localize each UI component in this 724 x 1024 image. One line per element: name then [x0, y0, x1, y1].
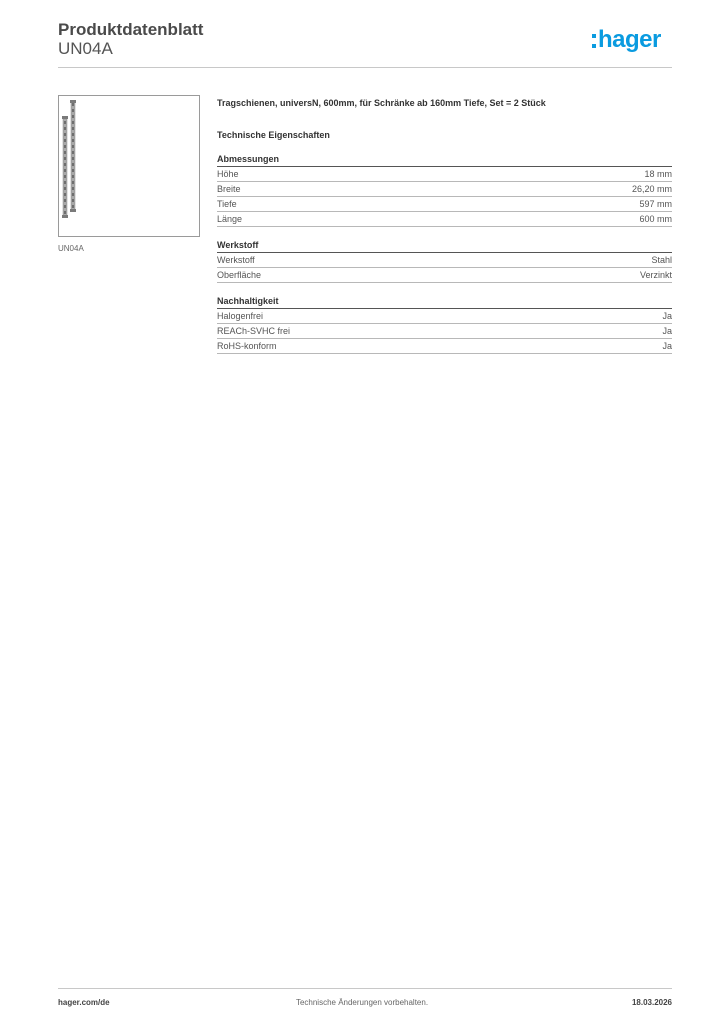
logo-wordmark: hager [598, 26, 661, 53]
product-image [58, 95, 200, 237]
table-row [217, 167, 672, 182]
row-value: Ja [662, 311, 672, 321]
section-dimensions [217, 153, 672, 227]
product-details [217, 97, 672, 354]
table-row [217, 309, 672, 324]
row-value: Ja [662, 341, 672, 351]
footer-website-link[interactable]: hager.com/de [58, 998, 110, 1007]
row-label: Höhe [217, 169, 239, 179]
section-title: Nachhaltigkeit [217, 295, 672, 309]
table-row [217, 268, 672, 283]
article-number: UN04A [58, 39, 113, 58]
header-divider [58, 67, 672, 68]
logo-dots-icon [592, 34, 596, 48]
row-value: Ja [662, 326, 672, 336]
section-material [217, 239, 672, 283]
section-sustainability [217, 295, 672, 354]
row-label: Tiefe [217, 199, 237, 209]
row-label: REACh-SVHC frei [217, 326, 291, 336]
row-label: Halogenfrei [217, 311, 264, 321]
table-row [217, 212, 672, 227]
table-row [217, 182, 672, 197]
footer-date: 18.03.2026 [631, 998, 672, 1007]
row-label: Oberfläche [217, 270, 262, 280]
row-label: Breite [217, 184, 241, 194]
technical-properties-heading: Technische Eigenschaften [217, 130, 330, 140]
row-value: 600 mm [639, 214, 672, 224]
footer-divider [58, 988, 672, 989]
section-title: Werkstoff [217, 239, 672, 253]
row-value: 597 mm [639, 199, 672, 209]
row-value: 18 mm [644, 169, 672, 179]
row-label: RoHS-konform [217, 341, 277, 351]
row-value: Stahl [651, 255, 672, 265]
table-row [217, 253, 672, 268]
footer-notice: Technische Änderungen vorbehalten. [295, 998, 429, 1007]
mounting-rail-image [59, 96, 199, 236]
section-title: Abmessungen [217, 153, 672, 167]
page-title: Produktdatenblatt [58, 20, 204, 39]
table-row [217, 197, 672, 212]
row-label: Werkstoff [217, 255, 255, 265]
image-caption: UN04A [58, 244, 84, 253]
row-value: Verzinkt [639, 270, 672, 280]
row-value: 26,20 mm [631, 184, 672, 194]
table-row [217, 339, 672, 354]
product-description: Tragschienen, universN, 600mm, für Schränke ab 160mm Tiefe, Set = 2 Stück [217, 98, 546, 108]
hager-logo [592, 28, 661, 56]
table-row [217, 324, 672, 339]
row-label: Länge [217, 214, 243, 224]
